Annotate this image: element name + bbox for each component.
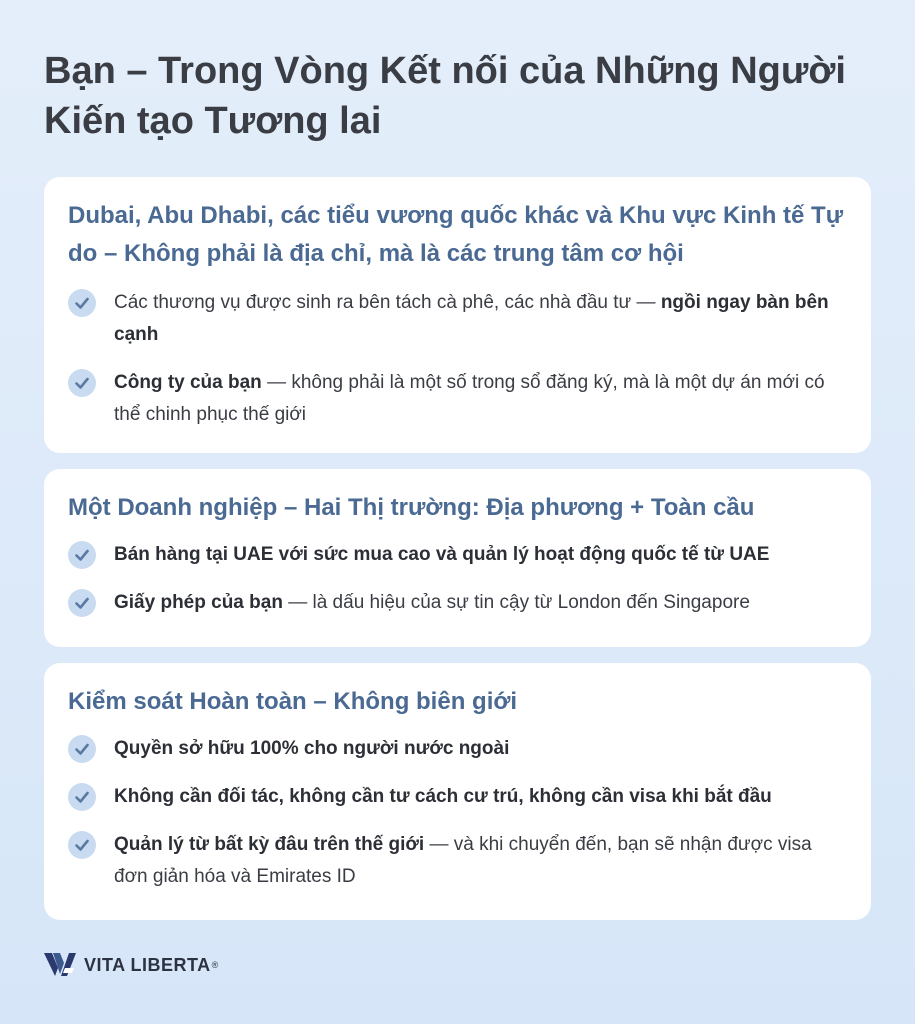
check-icon bbox=[68, 589, 96, 617]
brand-name: VITA LIBERTA bbox=[84, 954, 211, 975]
section-heading: Một Doanh nghiệp – Hai Thị trường: Địa phương + Toàn cầu bbox=[68, 494, 755, 521]
check-icon bbox=[68, 369, 96, 397]
section-card-opportunity-hubs bbox=[44, 177, 871, 453]
list-item-text: Giấy phép của bạn — là dấu hiệu của sự tin cậy từ London đến Singapore bbox=[114, 592, 750, 613]
list-item-text: Công ty của bạn — không phải là một số trong sổ đăng ký, mà là một dự án mới có thể chinh phục thế giới bbox=[114, 372, 825, 425]
check-icon bbox=[68, 783, 96, 811]
section-heading: Dubai, Abu Dhabi, các tiểu vương quốc khác và Khu vực Kinh tế Tự do – Không phải là địa chỉ, mà là các trung tâm cơ hội bbox=[68, 202, 844, 267]
check-icon bbox=[68, 289, 96, 317]
list-item-text: Các thương vụ được sinh ra bên tách cà phê, các nhà đầu tư — ngồi ngay bàn bên cạnh bbox=[114, 292, 829, 345]
page-title: Bạn – Trong Vòng Kết nối của Những Người Kiến tạo Tương lai bbox=[44, 50, 846, 142]
list-item bbox=[68, 781, 847, 813]
list-item-text: Quản lý từ bất kỳ đâu trên thế giới — và khi chuyển đến, bạn sẽ nhận được visa đơn giản hóa và Emirates ID bbox=[114, 834, 812, 887]
list-item bbox=[68, 587, 847, 619]
list-item bbox=[68, 287, 847, 351]
list-item bbox=[68, 539, 847, 571]
check-icon bbox=[68, 831, 96, 859]
section-heading: Kiểm soát Hoàn toàn – Không biên giới bbox=[68, 688, 518, 715]
list-item-text: Bán hàng tại UAE với sức mua cao và quản lý hoạt động quốc tế từ UAE bbox=[114, 544, 770, 565]
section-card-two-markets bbox=[44, 469, 871, 647]
list-item bbox=[68, 733, 847, 765]
registered-mark: ® bbox=[211, 960, 219, 970]
check-icon bbox=[68, 541, 96, 569]
list-item-text: Quyền sở hữu 100% cho người nước ngoài bbox=[114, 738, 510, 759]
vita-liberta-logo-icon bbox=[44, 952, 76, 978]
list-item bbox=[68, 829, 847, 893]
list-item bbox=[68, 367, 847, 431]
check-icon bbox=[68, 735, 96, 763]
brand-logo bbox=[44, 952, 218, 978]
list-item-text: Không cần đối tác, không cần tư cách cư trú, không cần visa khi bắt đầu bbox=[114, 786, 772, 807]
section-card-full-control bbox=[44, 663, 871, 920]
